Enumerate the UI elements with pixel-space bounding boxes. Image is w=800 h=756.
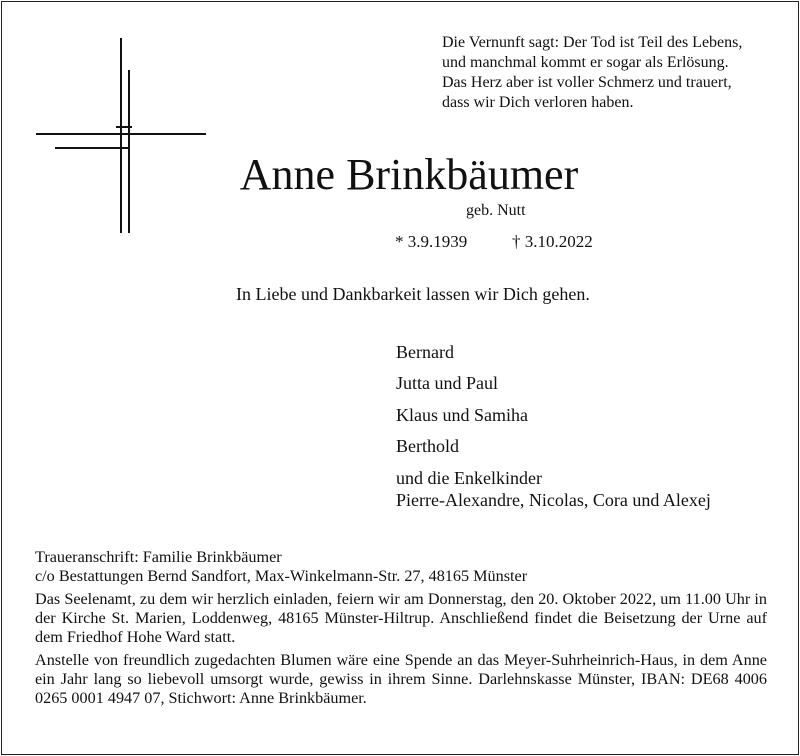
address-line: c/o Bestattungen Bernd Sandfort, Max-Winkelmann-Str. 27, 48165 Münster [35, 567, 528, 585]
quote-line: Die Vernunft sagt: Der Tod ist Teil des Lebens, [442, 34, 743, 51]
footer-text [35, 548, 767, 708]
quote-block [442, 33, 742, 113]
farewell-line: In Liebe und Dankbarkeit lassen wir Dich gehen. [236, 284, 590, 304]
service-paragraph: Das Seelenamt, zu dem wir herzlich einladen, feiern wir am Donnerstag, den 20. Oktober 2022, um 11.00 Uhr in der Kirche St. Marien, Loddenweg, 48165 Münster-Hiltrup. Anschließend findet die Beisetzung der Urne auf dem Friedhof Hohe Ward statt. [35, 590, 767, 646]
maiden-name: geb. Nutt [466, 202, 526, 219]
family-member: Klaus und Samiha [396, 405, 528, 425]
family-member: Berthold [396, 436, 459, 456]
deceased-name: Anne Brinkbäumer [239, 150, 579, 199]
quote-line: dass wir Dich verloren haben. [442, 94, 634, 111]
family-member: und die Enkelkinder [396, 468, 542, 488]
death-date: † 3.10.2022 [512, 232, 593, 251]
quote-line: und manchmal kommt er sogar als Erlösung. [442, 54, 729, 71]
family-member: Bernard [396, 342, 454, 362]
quote-line: Das Herz aber ist voller Schmerz und trauert, [442, 74, 732, 91]
address-line: Traueranschrift: Familie Brinkbäumer [35, 548, 282, 566]
birth-date: * 3.9.1939 [395, 232, 468, 251]
donation-paragraph: Anstelle von freundlich zugedachten Blumen wäre eine Spende an das Meyer-Suhrheinrich-Haus, in dem Anne ein Jahr lang so liebevoll umsorgt wurde, gewiss in ihrem Sinne. Darlehnskasse Münster, IBAN: DE68 4006 0265 0001 4947 07, Stichwort: Anne Brinkbäumer. [35, 651, 767, 707]
grandchildren: Pierre-Alexandre, Nicolas, Cora und Alexej [396, 490, 711, 510]
family-member: Jutta und Paul [396, 373, 498, 393]
